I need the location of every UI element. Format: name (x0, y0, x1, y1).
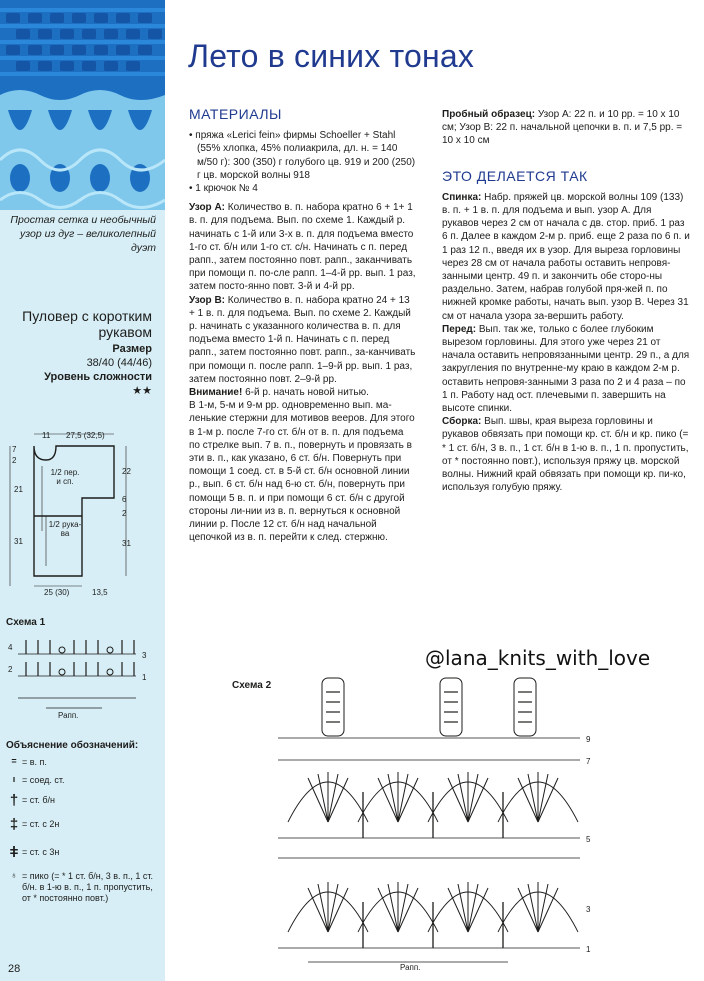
schematic-r6: 6 (122, 495, 127, 504)
schematic-sleeve-label: 1/2 рука-ва (48, 520, 82, 538)
svg-text:3: 3 (142, 651, 147, 660)
photo-caption: Простая сетка и необычный узор из дуг – великолепный дуэт (10, 214, 156, 254)
sidebar (0, 0, 165, 981)
schematic-bottom: 25 (30) (44, 588, 70, 597)
legend-item: ı = соед. ст. (6, 774, 161, 786)
scheme1-rapport: Рапп. (58, 711, 79, 720)
svg-text:4: 4 (8, 643, 13, 652)
schematic-bottom-right: 13,5 (92, 588, 108, 597)
size-value: 38/40 (44/46) (86, 357, 152, 369)
scheme2-chart (268, 672, 598, 972)
howto-heading: ЭТО ДЕЛАЕТСЯ ТАК (442, 167, 588, 184)
svg-text:2: 2 (8, 665, 13, 674)
page-number: 28 (8, 963, 21, 975)
assembly-paragraph: Сборка: Вып. швы, края выреза горловины и рукавов обвязать при помощи кр. ст. б/н и кр. пико (= * 1 ст. б/н, 3 в. п., 1 ст. б/н в 1-ю в. п., 1 п. пропустить, от * постоянно повт.), используя пряжу цв. морской волны. Нижний край обвязать при помощи кр. пи-ко, используя голубую пряжу. (442, 416, 689, 494)
double-crochet-icon: ‡ (9, 816, 19, 833)
scheme2-row-number: 9 (586, 735, 591, 744)
front-paragraph: Перед: Вып. так же, только с более глубоким вырезом горловины. Для этого уже через 21 от начала оставить непровязанными центр. 29 п., а для закругления по внутренне-му краю в каждом 2-м р. оставить непровя-занными 3 раза по 2 и 4 раза – по 1 п. Работу над ост. плечевыми п. завершить на высоте спинки. (442, 323, 690, 415)
schematic-top-left: 11 (42, 431, 51, 440)
watermark: @lana_knits_with_love (425, 646, 651, 670)
slip-stitch-icon: ı (12, 774, 16, 784)
page-title: Лето в синих тонах (188, 38, 475, 74)
scheme2-row-number: 1 (586, 945, 591, 954)
pattern-a-paragraph: Узор А: Количество в. п. набора кратно 6 + 1+ 1 в. п. для подъема. Вып. по схеме 1. Каждый р. начинать с 1-й или 3-х в. п. для подъема вместо 1-го ст. б/н или 1-го ст. с/н. Начинать с п. перед рапп., затем постоянно повт. рапп., заканчивать при помощи п. по-сле рапп. 1–4-й рр. вып. 1 раз, затем посто-янно повт. 3-й и 4-й рр. (189, 202, 416, 293)
difficulty-stars: ★★ (132, 385, 152, 397)
picot-icon: ♁ (10, 870, 18, 880)
legend-item: ‡ = ст. с 2н (6, 818, 161, 832)
materials-item: • 1 крючок № 4 (189, 183, 258, 195)
schematic-top-right: 27,5 (32,5) (66, 431, 105, 440)
attention-paragraph: Внимание! 6-й р. начать новой нитью. (189, 387, 369, 399)
left-text-column (189, 108, 417, 545)
scheme2-row-number: 3 (586, 905, 591, 914)
svg-text:1: 1 (142, 673, 147, 682)
chain-stitch-icon: = (11, 756, 17, 766)
legend-item: = = в. п. (6, 756, 161, 768)
yarn-photo (0, 0, 165, 210)
right-text-column (442, 108, 690, 494)
size-label: Размер (112, 343, 152, 355)
gauge-paragraph: Пробный образец: Узор А: 22 п. и 10 рр. = 10 x 10 см; Узор В: 22 п. начальной цепочки в. п. и 7,5 рр. = 10 x 10 см (442, 109, 683, 147)
schematic-h31: 31 (14, 537, 23, 546)
schematic-d1: 7 (12, 445, 17, 454)
project-title: Пуловер с коротким рукавом (22, 308, 152, 340)
legend (6, 756, 161, 910)
scheme2-rapport: Рапп. (400, 963, 421, 972)
schematic-h21: 21 (14, 485, 23, 494)
scheme2-row-number: 7 (586, 757, 591, 766)
difficulty-label: Уровень сложности (44, 371, 152, 383)
scheme1-chart (6, 630, 156, 730)
legend-item: ǂ = ст. с 3н (6, 846, 161, 860)
legend-item: ♁ = пико (= * 1 ст. б/н, 3 в. п., 1 ст. б/н. в 1-ю в. п., 1 п. пропустить, от * постоянно повт.) (6, 870, 161, 904)
schematic-r31: 31 (122, 539, 131, 548)
schematic-r2: 2 (122, 509, 127, 518)
legend-item: † = ст. б/н (6, 794, 161, 808)
schematic-front-back-label: 1/2 пер. и сп. (50, 468, 80, 486)
treble-crochet-icon: ǂ (9, 844, 19, 861)
scheme2-row-number: 5 (586, 835, 591, 844)
project-meta (4, 342, 152, 398)
materials-item: • пряжа «Lerici fein» фирмы Schoeller + Stahl (55% хлопка, 45% полиакрила, дл. н. = 140 м/50 г): 300 (350) г голубого цв. 919 и 200 (250) г цв. морской волны 918 (189, 130, 416, 181)
attention-body: В 1-м, 5-м и 9-м рр. одновременно вып. ма-ленькие стержни для мотивов вееров. Для этого в 1-м р. после 7-го ст. б/н от в. п. для подъема по стрелке вып. 7 в. п., повернуть и провязать в эти в. п., как указано, 6 ст. б/н. Повернуть при помощи 1 соед. ст. в 5-й ст. б/н основной линии р., вып. 6 ст. б/н над 6-ю ст. б/н, повернуть при помощи 5 в. п. и при помощи 6 ст. б/н с другой стороны ли-нии из в. п. вернуться к основной линии р. После 12 ст. б/н над начальной цепочкой из в. п. перейти к след. стержню. (189, 400, 415, 544)
scheme2-label: Схема 2 (232, 680, 272, 691)
single-crochet-icon: † (9, 792, 19, 809)
back-paragraph: Спинка: Набр. пряжей цв. морской волны 109 (133) в. п. + 1 в. п. для подъема и вып. узор А. Для рукавов через 2 см от начала с дв. стор. приб. 1 раз 6 п. Далее в каждом 2-м р. приб. еще 2 раза по 6 п. и 1 раз 12 п., введя их в узор. Для выреза горловины через 28 см от начала работы оставить непровя-занными центр. 49 п. и закончить обе сторо-ны раздельно. Затем, набрав голубой пря-жей п. по нижней кромке работы, начать вып. узор В. Через 31 см от начала узора за-вершить работу. (442, 191, 690, 322)
schematic-d2: 2 (12, 456, 17, 465)
scheme1-label: Схема 1 (6, 617, 46, 628)
pattern-b-paragraph: Узор В: Количество в. п. набора кратно 24 + 13 + 1 в. п. для подъема. Вып. по схеме 2. Каждый р. начинать с указанного количества в. п. для подъема вместо 1-й п. Начинать с п. перед рапп., затем постоянно повт. рапп., за-канчивать при помощи п. после рапп. 1–9-й рр. вып. 1 раз, затем постоянно повт. 2–9-й рр. (189, 294, 416, 385)
legend-title: Объяснение обозначений: (6, 740, 139, 751)
garment-schematic (4, 426, 154, 601)
materials-heading: МАТЕРИАЛЫ (189, 106, 282, 122)
schematic-r22: 22 (122, 467, 131, 476)
